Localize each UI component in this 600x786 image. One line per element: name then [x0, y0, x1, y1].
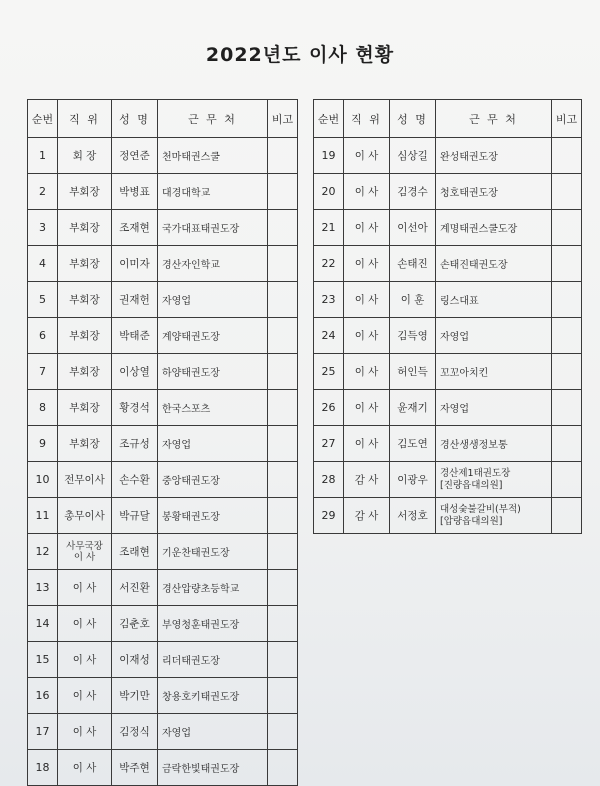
directors-table-right	[313, 99, 582, 534]
cell-note	[552, 174, 582, 210]
table-row	[28, 606, 298, 642]
cell-note	[268, 462, 298, 498]
cell-workplace: 대경대학교	[158, 174, 268, 210]
table-row	[314, 282, 582, 318]
cell-position-line2: 이 사	[73, 551, 96, 563]
cell-name: 박기만	[112, 678, 158, 714]
cell-workplace-line2: [진량읍대의원]	[440, 479, 503, 491]
cell-no: 3	[28, 210, 58, 246]
header-name: 성 명	[390, 100, 436, 138]
cell-note	[268, 606, 298, 642]
cell-workplace: 창용호키태권도장	[158, 678, 268, 714]
cell-name: 김정식	[112, 714, 158, 750]
cell-position: 이 사	[58, 750, 112, 786]
cell-no: 20	[314, 174, 344, 210]
cell-position: 이 사	[58, 606, 112, 642]
table-row	[28, 570, 298, 606]
cell-workplace: 자영업	[158, 714, 268, 750]
table-row	[28, 426, 298, 462]
cell-no: 13	[28, 570, 58, 606]
cell-position: 감 사	[344, 462, 390, 498]
cell-name: 심상길	[390, 138, 436, 174]
cell-workplace: 경산자인학교	[158, 246, 268, 282]
cell-note	[552, 498, 582, 534]
cell-name: 손태진	[390, 246, 436, 282]
cell-no: 29	[314, 498, 344, 534]
cell-name: 박규달	[112, 498, 158, 534]
cell-position	[58, 534, 112, 570]
cell-position: 부회장	[58, 210, 112, 246]
cell-note	[552, 246, 582, 282]
cell-no: 4	[28, 246, 58, 282]
cell-note	[268, 570, 298, 606]
table-row	[314, 138, 582, 174]
table-row	[314, 354, 582, 390]
cell-no: 26	[314, 390, 344, 426]
table-row	[28, 498, 298, 534]
directors-table-left	[27, 99, 298, 786]
cell-note	[552, 318, 582, 354]
header-name: 성 명	[112, 100, 158, 138]
cell-position: 부회장	[58, 354, 112, 390]
table-row	[314, 174, 582, 210]
cell-position: 부회장	[58, 246, 112, 282]
cell-position: 이 사	[344, 354, 390, 390]
header-no: 순번	[314, 100, 344, 138]
cell-note	[552, 138, 582, 174]
cell-workplace-line1: 대성숯불갈비(부적)	[440, 503, 521, 515]
cell-no: 25	[314, 354, 344, 390]
cell-workplace: 리더태권도장	[158, 642, 268, 678]
cell-name: 조래현	[112, 534, 158, 570]
cell-name: 서정호	[390, 498, 436, 534]
cell-note	[268, 390, 298, 426]
cell-position: 이 사	[58, 714, 112, 750]
header-position: 직 위	[344, 100, 390, 138]
cell-no: 21	[314, 210, 344, 246]
cell-note	[268, 426, 298, 462]
cell-note	[268, 174, 298, 210]
cell-note	[552, 462, 582, 498]
cell-workplace: 천마태권스쿨	[158, 138, 268, 174]
table-row	[28, 138, 298, 174]
cell-note	[268, 138, 298, 174]
table-row	[28, 390, 298, 426]
table-row	[28, 678, 298, 714]
cell-workplace: 손태진태권도장	[436, 246, 552, 282]
table-row	[314, 498, 582, 534]
cell-workplace: 경산생생정보통	[436, 426, 552, 462]
cell-workplace: 부영청훈태권도장	[158, 606, 268, 642]
cell-name: 이미자	[112, 246, 158, 282]
table-row	[28, 210, 298, 246]
cell-note	[268, 534, 298, 570]
cell-position: 이 사	[344, 318, 390, 354]
cell-position: 이 사	[58, 642, 112, 678]
cell-workplace: 기운찬태권도장	[158, 534, 268, 570]
cell-position: 부회장	[58, 318, 112, 354]
cell-note	[552, 426, 582, 462]
cell-no: 9	[28, 426, 58, 462]
header-position: 직 위	[58, 100, 112, 138]
table-row	[314, 426, 582, 462]
cell-name: 이선아	[390, 210, 436, 246]
cell-workplace: 한국스포츠	[158, 390, 268, 426]
header-workplace: 근 무 처	[436, 100, 552, 138]
table-row	[28, 642, 298, 678]
cell-position: 총무이사	[58, 498, 112, 534]
cell-no: 22	[314, 246, 344, 282]
cell-workplace: 계양태권도장	[158, 318, 268, 354]
cell-name: 박태준	[112, 318, 158, 354]
cell-name: 김춘호	[112, 606, 158, 642]
cell-name: 박병표	[112, 174, 158, 210]
cell-name: 윤재기	[390, 390, 436, 426]
cell-position: 이 사	[58, 570, 112, 606]
cell-no: 28	[314, 462, 344, 498]
table-row	[314, 246, 582, 282]
table-row	[314, 462, 582, 498]
cell-position: 부회장	[58, 282, 112, 318]
table-row	[28, 750, 298, 786]
cell-position: 부회장	[58, 174, 112, 210]
cell-workplace: 경산압량초등학교	[158, 570, 268, 606]
cell-name: 이 훈	[390, 282, 436, 318]
cell-position: 이 사	[344, 390, 390, 426]
table-row	[28, 318, 298, 354]
cell-no: 16	[28, 678, 58, 714]
cell-note	[268, 714, 298, 750]
cell-note	[552, 354, 582, 390]
cell-name: 이재성	[112, 642, 158, 678]
table-row	[314, 210, 582, 246]
cell-no: 14	[28, 606, 58, 642]
cell-note	[552, 390, 582, 426]
cell-note	[268, 354, 298, 390]
cell-name: 조재현	[112, 210, 158, 246]
table-header-row	[314, 100, 582, 138]
cell-name: 김득영	[390, 318, 436, 354]
cell-workplace: 자영업	[436, 390, 552, 426]
cell-position: 이 사	[344, 426, 390, 462]
cell-note	[552, 282, 582, 318]
table-row	[28, 462, 298, 498]
cell-position: 부회장	[58, 390, 112, 426]
header-note: 비고	[268, 100, 298, 138]
cell-name: 김경수	[390, 174, 436, 210]
table-row	[314, 390, 582, 426]
cell-note	[268, 318, 298, 354]
table-row	[28, 246, 298, 282]
cell-workplace: 청호태권도장	[436, 174, 552, 210]
cell-workplace: 금락한빛태권도장	[158, 750, 268, 786]
cell-no: 1	[28, 138, 58, 174]
cell-note	[268, 210, 298, 246]
cell-no: 6	[28, 318, 58, 354]
cell-note	[268, 750, 298, 786]
header-note: 비고	[552, 100, 582, 138]
cell-no: 15	[28, 642, 58, 678]
cell-name: 허인득	[390, 354, 436, 390]
cell-workplace: 하양태권도장	[158, 354, 268, 390]
cell-workplace: 자영업	[158, 282, 268, 318]
cell-position: 감 사	[344, 498, 390, 534]
cell-no: 17	[28, 714, 58, 750]
cell-position: 이 사	[344, 210, 390, 246]
cell-no: 19	[314, 138, 344, 174]
cell-workplace: 국가대표태권도장	[158, 210, 268, 246]
cell-no: 2	[28, 174, 58, 210]
cell-name: 박주현	[112, 750, 158, 786]
cell-position: 부회장	[58, 426, 112, 462]
cell-no: 27	[314, 426, 344, 462]
cell-position: 이 사	[344, 174, 390, 210]
table-row	[28, 534, 298, 570]
table-row	[28, 174, 298, 210]
cell-workplace: 완성태권도장	[436, 138, 552, 174]
table-header-row	[28, 100, 298, 138]
header-workplace: 근 무 처	[158, 100, 268, 138]
cell-workplace: 자영업	[158, 426, 268, 462]
cell-position: 이 사	[344, 246, 390, 282]
cell-no: 5	[28, 282, 58, 318]
cell-workplace: 링스대표	[436, 282, 552, 318]
cell-name: 황경석	[112, 390, 158, 426]
cell-position: 이 사	[344, 138, 390, 174]
cell-no: 12	[28, 534, 58, 570]
cell-no: 7	[28, 354, 58, 390]
cell-name: 이상열	[112, 354, 158, 390]
cell-no: 10	[28, 462, 58, 498]
cell-no: 8	[28, 390, 58, 426]
cell-name: 서진환	[112, 570, 158, 606]
cell-workplace: 계명태권스쿨도장	[436, 210, 552, 246]
cell-workplace: 봉황태권도장	[158, 498, 268, 534]
cell-no: 23	[314, 282, 344, 318]
cell-position: 이 사	[344, 282, 390, 318]
cell-position-line1: 사무국장	[66, 540, 103, 552]
table-row	[28, 354, 298, 390]
cell-workplace: 자영업	[436, 318, 552, 354]
cell-workplace	[436, 462, 552, 498]
cell-workplace-line1: 경산제1태권도장	[440, 467, 511, 479]
cell-name: 권재헌	[112, 282, 158, 318]
cell-note	[268, 282, 298, 318]
cell-note	[268, 498, 298, 534]
table-row	[28, 282, 298, 318]
cell-name: 이광우	[390, 462, 436, 498]
cell-workplace: 중앙태권도장	[158, 462, 268, 498]
cell-note	[268, 642, 298, 678]
cell-name: 김도연	[390, 426, 436, 462]
cell-name: 손수환	[112, 462, 158, 498]
cell-no: 11	[28, 498, 58, 534]
cell-position: 회 장	[58, 138, 112, 174]
cell-note	[268, 246, 298, 282]
table-row	[314, 318, 582, 354]
cell-position: 이 사	[58, 678, 112, 714]
cell-note	[268, 678, 298, 714]
cell-no: 18	[28, 750, 58, 786]
cell-name: 정연준	[112, 138, 158, 174]
table-row	[28, 714, 298, 750]
page-title: 2022년도 이사 현황	[205, 44, 395, 66]
cell-note	[552, 210, 582, 246]
cell-workplace: 꼬꼬아치킨	[436, 354, 552, 390]
cell-no: 24	[314, 318, 344, 354]
cell-workplace	[436, 498, 552, 534]
cell-workplace-line2: [압량읍대의원]	[440, 515, 503, 527]
cell-position: 전무이사	[58, 462, 112, 498]
cell-name: 조규성	[112, 426, 158, 462]
header-no: 순번	[28, 100, 58, 138]
